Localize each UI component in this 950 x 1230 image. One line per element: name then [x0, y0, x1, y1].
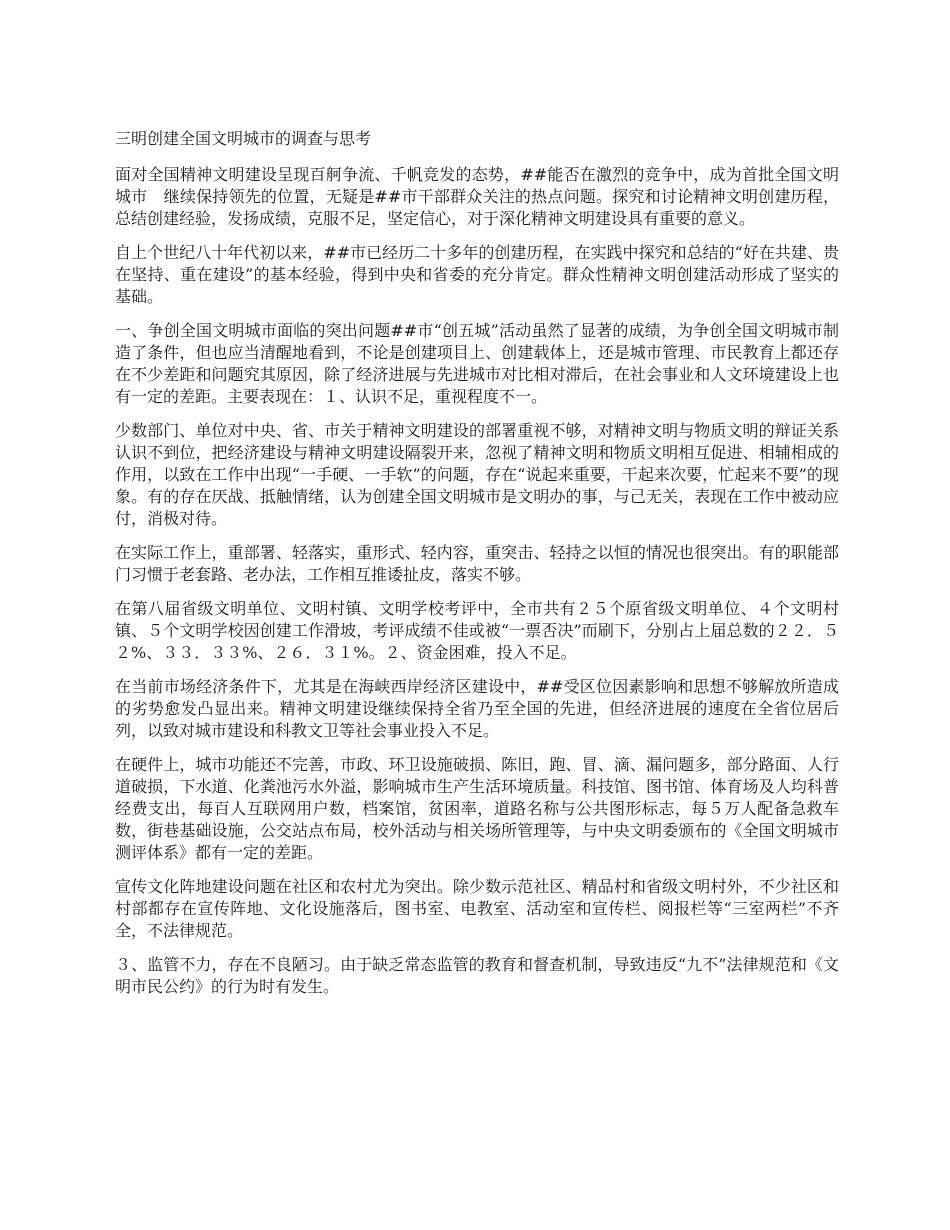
- paragraph: 在当前市场经济条件下，尤其是在海峡西岸经济区建设中，##受区位因素影响和思想不够解放所造成的劣势愈发凸显出来。精神文明建设继续保持全省乃至全国的先进，但经济进展的速度在全省位居后列，以致对城市建设和科教文卫等社会事业投入不足。: [115, 677, 839, 740]
- paragraph: 一、争创全国文明城市面临的突出问题##市“创五城”活动虽然了显著的成绩，为争创全国文明城市制造了条件，但也应当清醒地看到，不论是创建项目上、创建载体上，还是城市管理、市民教育上都还存在不少差距和问题究其原因，除了经济进展与先进城市对比相对滞后，在社会事业和人文环境建设上也有一定的差距。主要表现在：１、认识不足，重视程度不一。: [115, 321, 839, 406]
- document-title: 三明创建全国文明城市的调查与思考: [115, 129, 372, 148]
- paragraph: ３、监管不力，存在不良陋习。由于缺乏常态监管的教育和督查机制，导致违反“九不”法律规范和《文明市民公约》的行为时有发生。: [115, 955, 839, 996]
- paragraph: 面对全国精神文明建设呈现百舸争流、千帆竞发的态势，##能否在激烈的竞争中，成为首批全国文明城市 继续保持领先的位置，无疑是##市干部群众关注的热点问题。探究和讨论精神文明创建历程，总结创建经验，发扬成绩，克服不足，坚定信心，对于深化精神文明建设具有重要的意义。: [115, 165, 839, 228]
- paragraph: 自上个世纪八十年代初以来，##市已经历二十多年的创建历程，在实践中探究和总结的“好在共建、贵在坚持、重在建设”的基本经验，得到中央和省委的充分肯定。群众性精神文明创建活动形成了坚实的基础。: [115, 243, 839, 306]
- paragraph: 少数部门、单位对中央、省、市关于精神文明建设的部署重视不够，对精神文明与物质文明的辩证关系认识不到位，把经济建设与精神文明建设隔裂开来，忽视了精神文明和物质文明相互促进、相辅相成的作用，以致在工作中出现“一手硬、一手软”的问题，存在“说起来重要，干起来次要，忙起来不要”的现象。有的存在厌战、抵触情绪，认为创建全国文明城市是文明办的事，与己无关，表现在工作中被动应付，消极对待。: [115, 421, 839, 528]
- paragraph: 宣传文化阵地建设问题在社区和农村尤为突出。除少数示范社区、精品村和省级文明村外，不少社区和村部都存在宣传阵地、文化设施落后，图书室、电教室、活动室和宣传栏、阅报栏等“三室两栏”不齐全，不法律规范。: [115, 877, 839, 940]
- document-page: [115, 128, 839, 1010]
- paragraph: 在第八届省级文明单位、文明村镇、文明学校考评中，全市共有２５个原省级文明单位、４个文明村镇、５个文明学校因创建工作滑坡，考评成绩不佳或被“一票否决”而刷下，分别占上届总数的２２．５２%、３３．３３%、２６．３１%。２、资金困难，投入不足。: [115, 599, 839, 662]
- paragraph: 在实际工作上，重部署、轻落实，重形式、轻内容，重突击、轻持之以恒的情况也很突出。有的职能部门习惯于老套路、老办法，工作相互推诿扯皮，落实不够。: [115, 543, 839, 584]
- paragraph: 在硬件上，城市功能还不完善，市政、环卫设施破损、陈旧，跑、冒、滴、漏问题多，部分路面、人行道破损，下水道、化粪池污水外溢，影响城市生产生活环境质量。科技馆、图书馆、体育场及人均科普经费支出，每百人互联网用户数，档案馆，贫困率，道路名称与公共图形标志，每５万人配备急救车数，街巷基础设施，公交站点布局，校外活动与相关场所管理等，与中央文明委颁布的《全国文明城市测评体系》都有一定的差距。: [115, 755, 839, 862]
